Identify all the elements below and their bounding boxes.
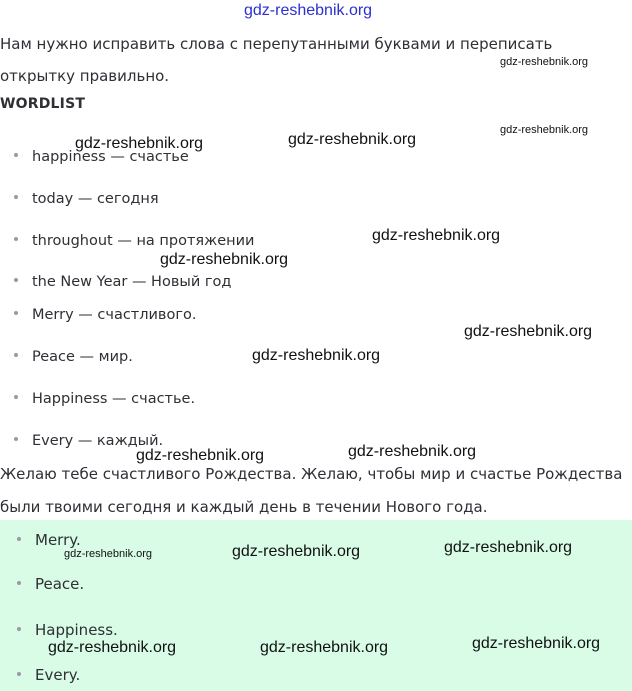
bullet-icon [14, 237, 18, 241]
wordlist-item [14, 272, 231, 292]
wordlist-item-text: today — сегодня [32, 191, 159, 207]
watermark: gdz-reshebnik.org [64, 548, 153, 560]
bullet-icon [14, 195, 18, 199]
watermark: gdz-reshebnik.org [48, 639, 177, 656]
watermark: gdz-reshebnik.org [500, 56, 589, 68]
wordlist-item [14, 189, 159, 209]
answer-item-text: Happiness. [35, 621, 118, 639]
watermark: gdz-reshebnik.org [260, 639, 389, 656]
bullet-icon [14, 353, 18, 357]
answer-item [17, 665, 80, 685]
wordlist-item [14, 305, 196, 325]
watermark: gdz-reshebnik.org [472, 635, 601, 652]
intro-text: Нам нужно исправить слова с перепутанными буквами и переписать открытку правильно. [0, 35, 553, 85]
bullet-icon [17, 537, 21, 541]
bullet-icon [14, 311, 18, 315]
wordlist-item-text: Peace — мир. [32, 349, 133, 365]
watermark: gdz-reshebnik.org [444, 539, 573, 556]
answer-item-text: Every. [35, 666, 81, 684]
wordlist-item [14, 231, 254, 251]
bullet-icon [14, 278, 18, 282]
wordlist-item-text: throughout — на протяжении [32, 233, 255, 249]
watermark: gdz-reshebnik.org [372, 227, 501, 244]
wordlist-item [14, 347, 133, 367]
bullet-icon [14, 153, 18, 157]
bullet-icon [14, 395, 18, 399]
wordlist-item-text: Happiness — счастье. [32, 391, 196, 407]
answer-item [17, 530, 81, 550]
wordlist-item [14, 389, 195, 409]
answer-item [17, 574, 84, 594]
watermark: gdz-reshebnik.org [252, 347, 381, 364]
watermark: gdz-reshebnik.org [288, 131, 417, 148]
wordlist-item-text: Every — каждый. [32, 433, 164, 449]
wordlist-item-text: the New Year — Новый год [32, 274, 232, 290]
wordlist-item-text: happiness — счастье [32, 149, 189, 165]
wordlist-item-text: Merry — счастливого. [32, 307, 197, 323]
watermark: gdz-reshebnik.org [75, 135, 204, 152]
watermark: gdz-reshebnik.org [136, 447, 265, 464]
watermark: gdz-reshebnik.org [348, 443, 477, 460]
bullet-icon [17, 581, 21, 585]
bullet-icon [17, 627, 21, 631]
watermark: gdz-reshebnik.org [232, 543, 361, 560]
watermark-top: gdz-reshebnik.org [244, 2, 373, 19]
bullet-icon [14, 437, 18, 441]
answer-item-text: Merry. [35, 531, 81, 549]
watermark: gdz-reshebnik.org [500, 124, 589, 136]
bullet-icon [17, 672, 21, 676]
answer-item [17, 620, 118, 640]
outro-text: Желаю тебе счастливого Рождества. Желаю, чтобы мир и счастье Рождества были твоими сегодня и каждый день в течении Нового года. [0, 465, 623, 516]
wordlist-heading: WORDLIST [0, 96, 86, 112]
watermark: gdz-reshebnik.org [464, 323, 593, 340]
answer-item-text: Peace. [35, 575, 85, 593]
watermark: gdz-reshebnik.org [160, 251, 289, 268]
